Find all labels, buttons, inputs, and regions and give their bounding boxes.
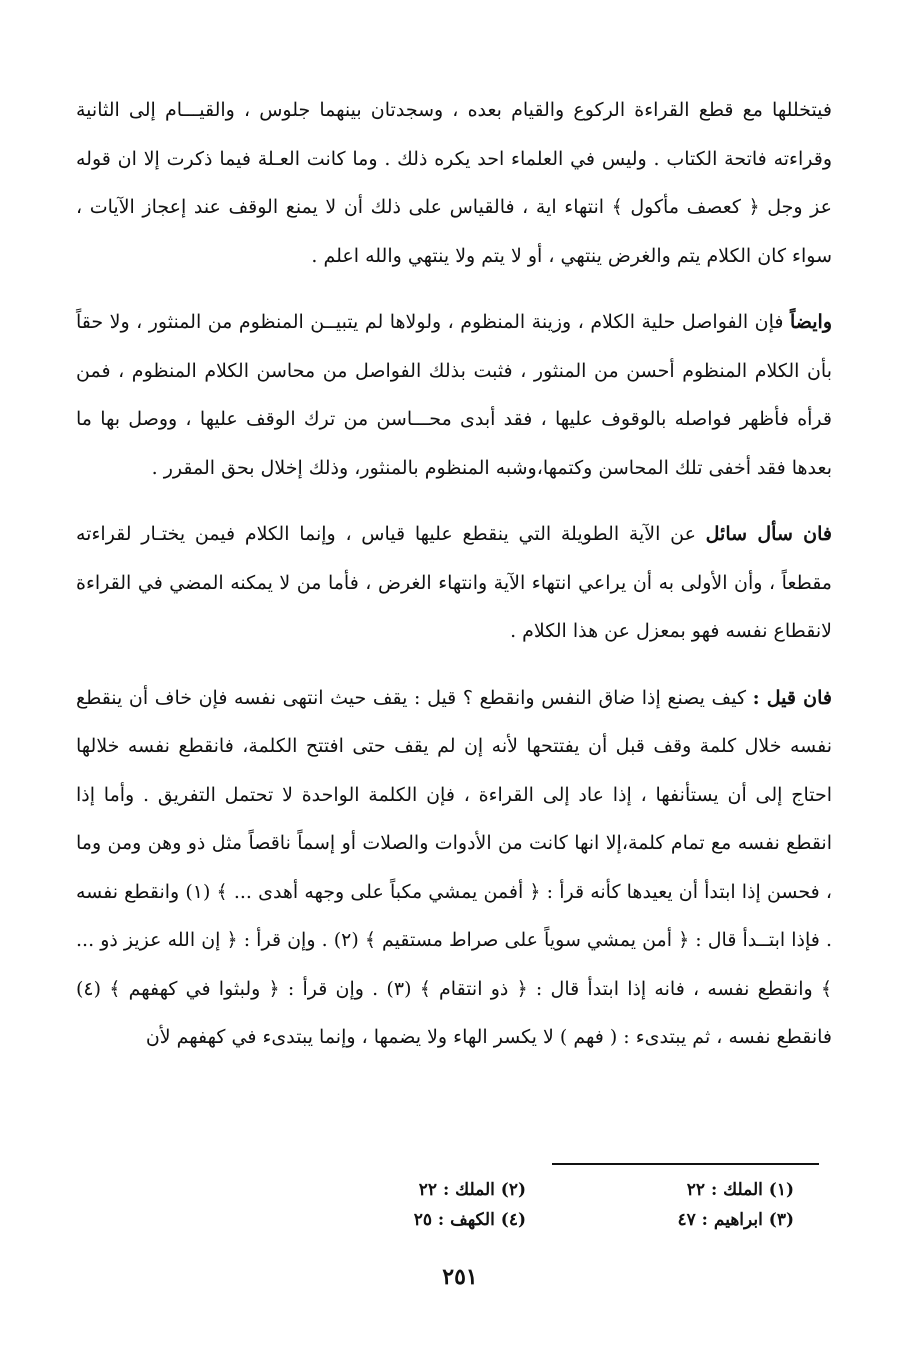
paragraph-2-lead: وايضاً	[789, 311, 832, 333]
paragraph-4	[76, 674, 832, 1062]
paragraph-4-lead: فان قيل :	[752, 686, 832, 709]
paragraph-3-lead: فان سأل سائل	[705, 523, 832, 545]
paragraph-2-text: فإن الفواصل حلية الكلام ، وزينة المنظوم ، ولولاها لم يتبيــن المنظوم من المنثور ، ولا حقاً بأن الكلام المنظوم أحسن من المنثور ، فثبت بذلك الفواصل من محاسن الكلام المنظوم ، فمن قرأه فأظهر فواصله بالوقوف عليها ، فقد أبدى محـــاسن من ترك الوقف عليها ، ووصل بها ما بعدها فقد أخفى تلك المحاسن وكتمها،وشبه المنظوم بالمنثور، وذلك إخلال بحق المقرر .	[76, 311, 832, 479]
footnote-1: (١) الملك : ٢٢	[686, 1180, 794, 1200]
paragraph-1-text: فيتخللها مع قطع القراءة الركوع والقيام بعده ، وسجدتان بينهما جلوس ، والقيـــام إلى الثانية وقراءته فاتحة الكتاب . وليس في العلماء احد يكره ذلك . وما كانت العـلة فيما ذكرت إلا ان قوله عز وجل ﴿ كعصف مأكول ﴾ انتهاء اية ، فالقياس على ذلك أن لا يمنع الوقف عند إعجاز الآيات ، سواء كان الكلام يتم والغرض ينتهي ، أو لا يتم ولا ينتهي والله اعلم .	[76, 99, 832, 267]
footnote-divider	[552, 1163, 819, 1165]
paragraph-3-text: عن الآية الطويلة التي ينقطع عليها قياس ، وإنما الكلام فيمن يختـار لقراءته مقطعاً ، وأن الأولى به أن يراعي انتهاء الآية وانتهاء الغرض ، فأما من لا يمكنه المضي في القراءة لانقطاع نفسه فهو بمعزل عن هذا الكلام .	[76, 523, 832, 642]
paragraph-4-text: كيف يصنع إذا ضاق النفس وانقطع ؟ قيل : يقف حيث انتهى نفسه فإن خاف أن ينقطع نفسه خلال كلمة وقف قبل أن يفتتحها لأنه إن لم يقف حتى افتتح الكلمة، فانقطع نفسه خلالها احتاج إلى أن يستأنفها ، إذا عاد إلى القراءة ، فإن الكلمة الواحدة لا تحتمل التفريق . وأما إذا انقطع نفسه مع تمام كلمة،إلا انها كانت من الأدوات والصلات أو إسماً ناقصاً مثل ذو وهن ومن وما ، فحسن إذا ابتدأ أن يعيدها كأنه قرأ : ﴿ أفمن يمشي مكباً على وجهه أهدى ... ﴾ (١) وانقطع نفسه . فإذا ابتــدأ قال : ﴿ أمن يمشي سوياً على صراط مستقيم ﴾ (٢) . وإن قرأ : ﴿ إن الله عزيز ذو ... ﴾ وانقطع نفسه ، فانه إذا ابتدأ قال : ﴿ ذو انتقام ﴾ (٣) . وإن قرأ : ﴿ ولبثوا في كهفهم ﴾ (٤) فانقطع نفسه ، ثم يبتدىء : ( فهم ) لا يكسر الهاء ولا يضمها ، وإنما يبتدىء في كهفهم لأن	[76, 686, 832, 1048]
paragraph-3	[76, 510, 832, 656]
footnote-4: (٤) الكهف : ٢٥	[413, 1210, 526, 1230]
paragraph-1	[76, 86, 832, 280]
page-number: ٢٥١	[442, 1264, 478, 1290]
footnote-2: (٢) الملك : ٢٢	[418, 1180, 526, 1200]
paragraph-2	[76, 298, 832, 492]
footnote-3: (٣) ابراهيم : ٤٧	[677, 1210, 794, 1230]
